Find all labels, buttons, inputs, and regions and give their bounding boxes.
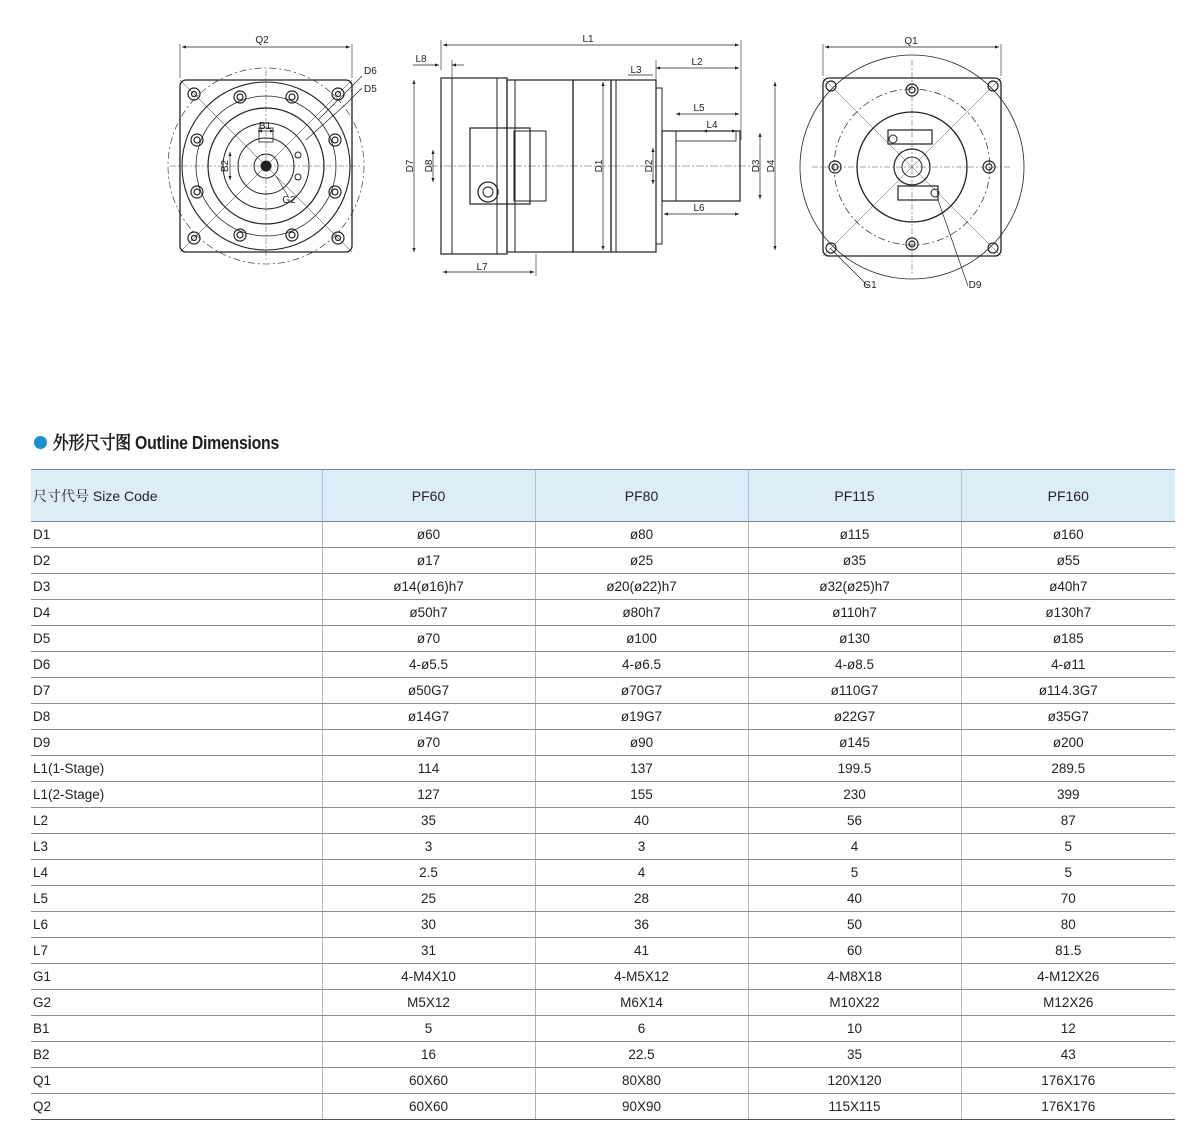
pf60-cell: ø50G7 <box>322 678 535 704</box>
pf60-cell: ø60 <box>322 522 535 548</box>
size-code-cell: L7 <box>31 938 322 964</box>
table-row <box>31 704 1175 730</box>
table-row <box>31 964 1175 990</box>
table-row <box>31 938 1175 964</box>
pf80-cell: 36 <box>535 912 748 938</box>
pf115-cell: 50 <box>748 912 961 938</box>
size-code-cell: L3 <box>31 834 322 860</box>
table-row <box>31 808 1175 834</box>
pf115-cell: ø35 <box>748 548 961 574</box>
pf80-cell: 4-ø6.5 <box>535 652 748 678</box>
pf80-cell: 40 <box>535 808 748 834</box>
pf60-cell: ø70 <box>322 730 535 756</box>
input-flange-view <box>168 44 364 264</box>
pf60-cell: 60X60 <box>322 1094 535 1120</box>
pf80-cell: ø80 <box>535 522 748 548</box>
table-body <box>31 522 1175 1120</box>
pf160-cell: 81.5 <box>961 938 1175 964</box>
table-header-row <box>31 470 1175 522</box>
pf60-cell: ø50h7 <box>322 600 535 626</box>
size-code-cell: B1 <box>31 1016 322 1042</box>
table-row <box>31 652 1175 678</box>
size-code-cell: D3 <box>31 574 322 600</box>
table-row <box>31 600 1175 626</box>
pf160-cell: ø114.3G7 <box>961 678 1175 704</box>
pf60-cell: 4-M4X10 <box>322 964 535 990</box>
pf80-cell: 22.5 <box>535 1042 748 1068</box>
pf60-cell: 127 <box>322 782 535 808</box>
label-l5: L5 <box>693 103 705 114</box>
pf60-cell: 5 <box>322 1016 535 1042</box>
label-d5: D5 <box>364 84 377 95</box>
pf80-cell: 4-M5X12 <box>535 964 748 990</box>
label-d3: D3 <box>751 159 762 173</box>
pf60-cell: 3 <box>322 834 535 860</box>
size-code-cell: D6 <box>31 652 322 678</box>
label-q1: Q1 <box>904 36 918 47</box>
label-d7: D7 <box>405 159 416 173</box>
pf80-cell: M6X14 <box>535 990 748 1016</box>
pf115-cell: ø32(ø25)h7 <box>748 574 961 600</box>
pf60-cell: ø14G7 <box>322 704 535 730</box>
pf115-cell: 60 <box>748 938 961 964</box>
pf60-cell: ø70 <box>322 626 535 652</box>
label-b2: B2 <box>220 159 231 173</box>
pf60-cell: 30 <box>322 912 535 938</box>
pf160-cell: ø185 <box>961 626 1175 652</box>
pf115-cell: 35 <box>748 1042 961 1068</box>
pf80-cell: 155 <box>535 782 748 808</box>
pf60-cell: 35 <box>322 808 535 834</box>
pf160-cell: ø55 <box>961 548 1175 574</box>
size-code-cell: Q1 <box>31 1068 322 1094</box>
header-pf60: PF60 <box>322 470 535 522</box>
pf160-cell: ø200 <box>961 730 1175 756</box>
pf160-cell: 4-M12X26 <box>961 964 1175 990</box>
pf160-cell: 176X176 <box>961 1094 1175 1120</box>
pf160-cell: ø35G7 <box>961 704 1175 730</box>
pf115-cell: ø110G7 <box>748 678 961 704</box>
label-d6: D6 <box>364 66 377 77</box>
label-l3: L3 <box>630 65 642 76</box>
label-d9: D9 <box>968 280 982 291</box>
pf80-cell: ø25 <box>535 548 748 574</box>
pf115-cell: 5 <box>748 860 961 886</box>
size-code-cell: B2 <box>31 1042 322 1068</box>
pf160-cell: 176X176 <box>961 1068 1175 1094</box>
pf115-cell: 4-M8X18 <box>748 964 961 990</box>
pf115-cell: 4 <box>748 834 961 860</box>
side-view <box>413 40 775 276</box>
outline-drawings <box>0 0 1200 330</box>
pf60-cell: 31 <box>322 938 535 964</box>
table-row <box>31 782 1175 808</box>
label-d1: D1 <box>594 159 605 173</box>
size-code-cell: D5 <box>31 626 322 652</box>
pf80-cell: 80X80 <box>535 1068 748 1094</box>
label-d8: D8 <box>424 159 435 173</box>
size-code-cell: D1 <box>31 522 322 548</box>
size-code-cell: G2 <box>31 990 322 1016</box>
pf160-cell: 12 <box>961 1016 1175 1042</box>
size-code-cell: L6 <box>31 912 322 938</box>
table-row <box>31 1042 1175 1068</box>
pf115-cell: 230 <box>748 782 961 808</box>
table-row <box>31 1016 1175 1042</box>
label-b1: B1 <box>258 121 272 132</box>
pf80-cell: ø70G7 <box>535 678 748 704</box>
dimensions-table <box>31 469 1175 1120</box>
table-row <box>31 886 1175 912</box>
pf115-cell: ø115 <box>748 522 961 548</box>
pf60-cell: 2.5 <box>322 860 535 886</box>
pf60-cell: 114 <box>322 756 535 782</box>
pf160-cell: ø160 <box>961 522 1175 548</box>
pf80-cell: 4 <box>535 860 748 886</box>
pf80-cell: 3 <box>535 834 748 860</box>
label-l8: L8 <box>415 54 427 65</box>
pf80-cell: 90X90 <box>535 1094 748 1120</box>
pf115-cell: 199.5 <box>748 756 961 782</box>
table-row <box>31 548 1175 574</box>
pf60-cell: M5X12 <box>322 990 535 1016</box>
header-size-code: 尺寸代号 Size Code <box>31 470 322 522</box>
size-code-cell: L5 <box>31 886 322 912</box>
pf160-cell: 87 <box>961 808 1175 834</box>
size-code-cell: Q2 <box>31 1094 322 1120</box>
label-l6: L6 <box>693 203 705 214</box>
label-l1: L1 <box>582 34 594 45</box>
pf115-cell: 4-ø8.5 <box>748 652 961 678</box>
pf80-cell: ø80h7 <box>535 600 748 626</box>
header-pf160: PF160 <box>961 470 1175 522</box>
table-row <box>31 990 1175 1016</box>
pf160-cell: 5 <box>961 834 1175 860</box>
pf115-cell: ø22G7 <box>748 704 961 730</box>
pf160-cell: ø40h7 <box>961 574 1175 600</box>
table-row <box>31 678 1175 704</box>
pf115-cell: 40 <box>748 886 961 912</box>
size-code-cell: D2 <box>31 548 322 574</box>
label-g2: G2 <box>282 195 296 206</box>
pf80-cell: ø20(ø22)h7 <box>535 574 748 600</box>
pf60-cell: 25 <box>322 886 535 912</box>
pf160-cell: 399 <box>961 782 1175 808</box>
pf115-cell: ø130 <box>748 626 961 652</box>
pf80-cell: ø19G7 <box>535 704 748 730</box>
label-l4: L4 <box>706 120 718 131</box>
pf80-cell: ø100 <box>535 626 748 652</box>
bullet-dot-icon <box>34 436 47 449</box>
size-code-cell: D8 <box>31 704 322 730</box>
size-code-cell: L4 <box>31 860 322 886</box>
size-code-cell: L2 <box>31 808 322 834</box>
output-flange-view <box>800 44 1024 286</box>
label-g1: G1 <box>863 280 877 291</box>
pf60-cell: 16 <box>322 1042 535 1068</box>
pf160-cell: 43 <box>961 1042 1175 1068</box>
pf80-cell: 41 <box>535 938 748 964</box>
pf115-cell: M10X22 <box>748 990 961 1016</box>
label-l2: L2 <box>691 57 703 68</box>
header-pf115: PF115 <box>748 470 961 522</box>
table-row <box>31 1094 1175 1120</box>
pf160-cell: 4-ø11 <box>961 652 1175 678</box>
section-title: 外形尺寸图 Outline Dimensions <box>53 433 280 453</box>
size-code-cell: L1(2-Stage) <box>31 782 322 808</box>
label-q2: Q2 <box>255 35 269 46</box>
pf160-cell: ø130h7 <box>961 600 1175 626</box>
pf115-cell: 120X120 <box>748 1068 961 1094</box>
size-code-cell: D9 <box>31 730 322 756</box>
pf80-cell: 6 <box>535 1016 748 1042</box>
pf115-cell: ø145 <box>748 730 961 756</box>
pf80-cell: ø90 <box>535 730 748 756</box>
label-d2: D2 <box>644 159 655 173</box>
pf160-cell: 289.5 <box>961 756 1175 782</box>
pf160-cell: 80 <box>961 912 1175 938</box>
pf80-cell: 28 <box>535 886 748 912</box>
label-d4: D4 <box>766 159 777 173</box>
pf115-cell: ø110h7 <box>748 600 961 626</box>
table-row <box>31 912 1175 938</box>
table-row <box>31 626 1175 652</box>
table-row <box>31 730 1175 756</box>
table-row <box>31 1068 1175 1094</box>
pf160-cell: 5 <box>961 860 1175 886</box>
pf60-cell: 60X60 <box>322 1068 535 1094</box>
label-l7: L7 <box>476 262 488 273</box>
pf160-cell: 70 <box>961 886 1175 912</box>
table-row <box>31 574 1175 600</box>
size-code-cell: D4 <box>31 600 322 626</box>
table-row <box>31 860 1175 886</box>
pf60-cell: ø17 <box>322 548 535 574</box>
pf80-cell: 137 <box>535 756 748 782</box>
pf60-cell: ø14(ø16)h7 <box>322 574 535 600</box>
table-row <box>31 834 1175 860</box>
header-pf80: PF80 <box>535 470 748 522</box>
pf115-cell: 115X115 <box>748 1094 961 1120</box>
size-code-cell: G1 <box>31 964 322 990</box>
size-code-cell: L1(1-Stage) <box>31 756 322 782</box>
table-row <box>31 756 1175 782</box>
pf115-cell: 56 <box>748 808 961 834</box>
size-code-cell: D7 <box>31 678 322 704</box>
section-heading <box>34 430 310 454</box>
table-row <box>31 522 1175 548</box>
pf115-cell: 10 <box>748 1016 961 1042</box>
pf160-cell: M12X26 <box>961 990 1175 1016</box>
pf60-cell: 4-ø5.5 <box>322 652 535 678</box>
